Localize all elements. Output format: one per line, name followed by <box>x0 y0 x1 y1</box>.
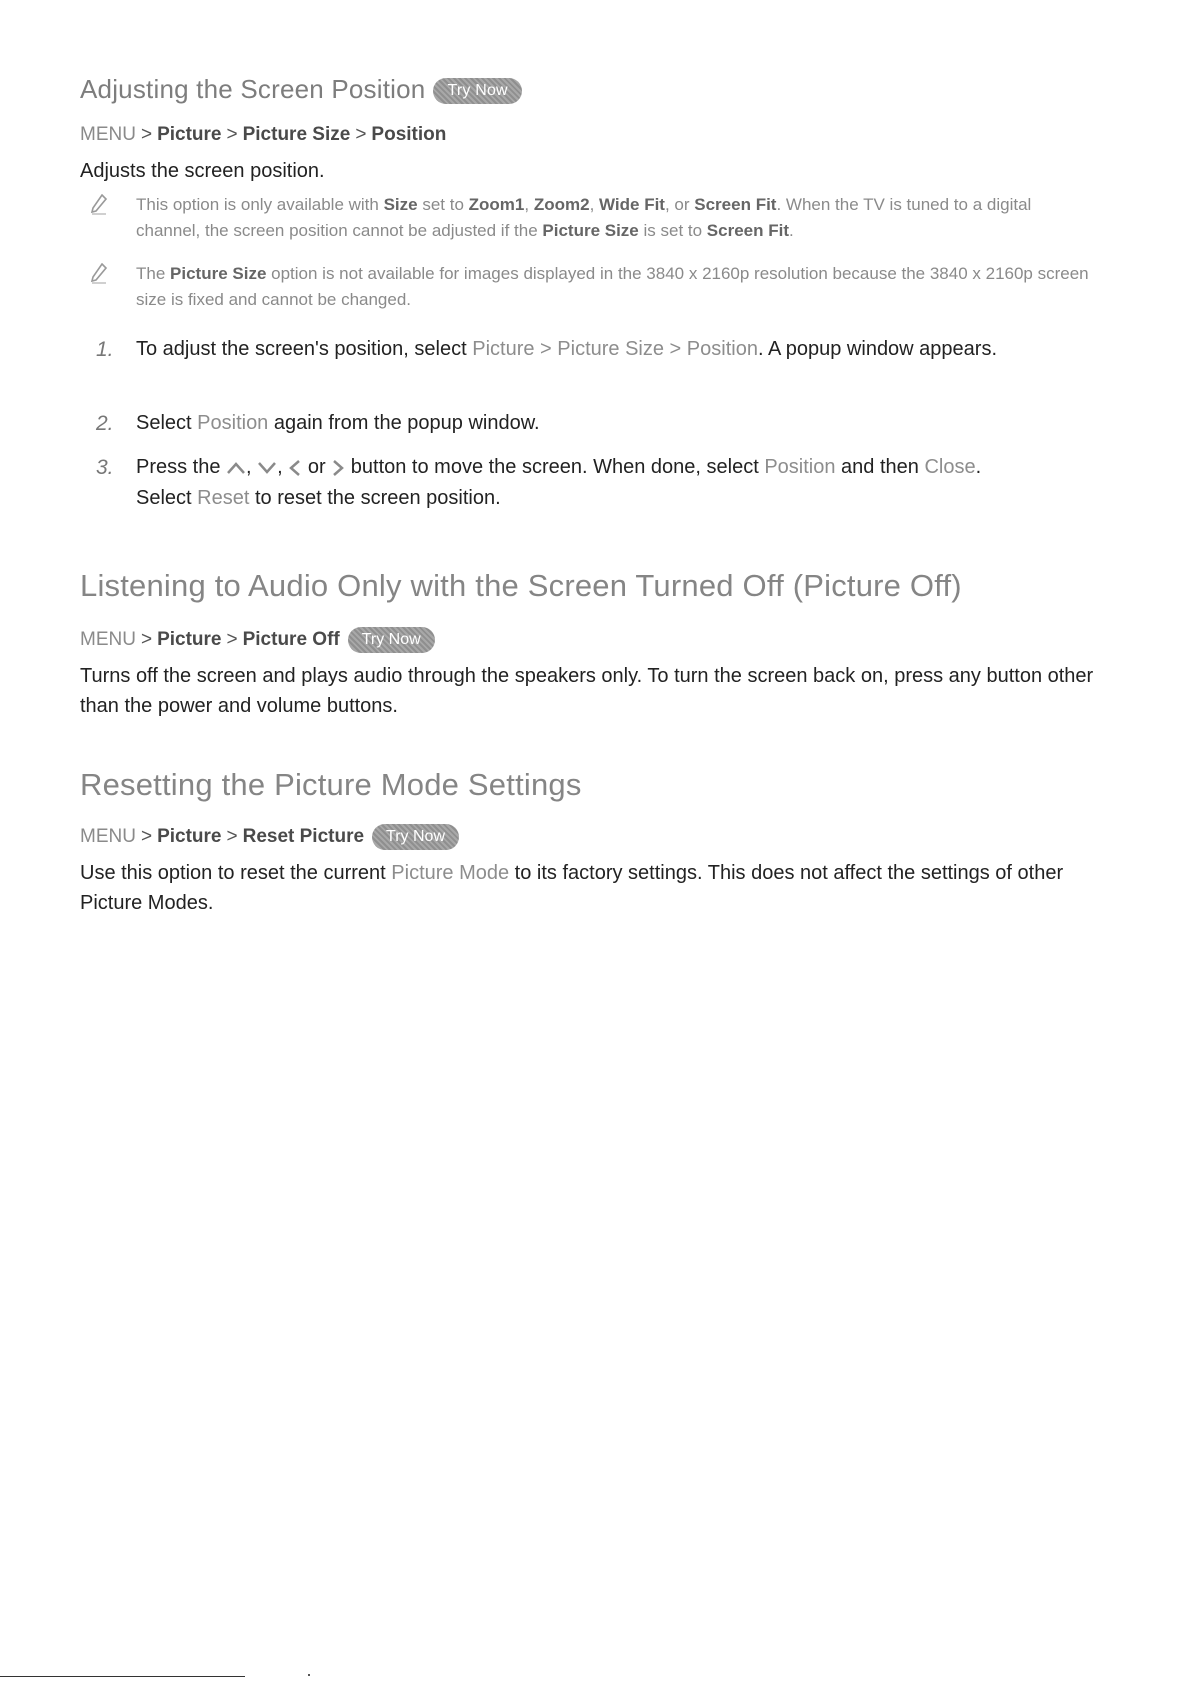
step-number: 3. <box>96 456 114 479</box>
note-pencil-icon <box>90 263 108 285</box>
menu-path-item: Picture <box>157 124 222 145</box>
arrow-right-icon <box>331 459 345 477</box>
section-title-reset-picture: Resetting the Picture Mode Settings <box>80 767 582 802</box>
arrow-left-icon <box>288 459 302 477</box>
menu-path: MENU > Picture > Picture Size > Position <box>80 124 447 145</box>
arrow-down-icon <box>257 461 277 475</box>
menu-path-item: Picture <box>157 826 222 848</box>
step-3: 3. Press the , , or button to move the screen. When done, select Position and then Close. Select Reset to reset the screen position. <box>136 452 1096 514</box>
section-body: Use this option to reset the current Picture Mode to its factory settings. This does not affect the settings of other Picture Modes. <box>80 862 1064 914</box>
arrow-up-icon <box>226 461 246 475</box>
menu-path-item: Picture Size <box>242 124 351 145</box>
step-2: 2. Select Position again from the popup window. <box>136 408 1096 439</box>
section-title-screen-position: Adjusting the Screen Position Try Now <box>80 74 522 105</box>
section-title-picture-off: Listening to Audio Only with the Screen Turned Off (Picture Off) <box>80 568 962 603</box>
menu-path-item: Picture Off <box>242 629 340 651</box>
menu-path-item: Picture <box>157 629 222 651</box>
note-pencil-icon <box>90 194 108 216</box>
menu-path-root: MENU <box>80 124 136 145</box>
try-now-button[interactable]: Try Now <box>372 824 459 850</box>
section-body: Turns off the screen and plays audio through the speakers only. To turn the screen back on, press any button other than the power and volume buttons. <box>80 665 1094 717</box>
step-number: 2. <box>96 412 114 435</box>
menu-path-root: MENU <box>80 629 136 651</box>
menu-path: MENU > Picture > Reset Picture Try Now <box>80 824 459 850</box>
menu-path: MENU > Picture > Picture Off Try Now <box>80 627 435 653</box>
step-1: 1. To adjust the screen's position, select Picture > Picture Size > Position. A popup window appears. <box>136 334 1096 365</box>
try-now-button[interactable]: Try Now <box>348 627 435 653</box>
menu-path-root: MENU <box>80 826 136 848</box>
footer-rule <box>0 1676 245 1677</box>
section-intro: Adjusts the screen position. <box>80 160 325 182</box>
step-number: 1. <box>96 338 114 361</box>
try-now-button[interactable]: Try Now <box>433 78 521 104</box>
menu-path-item: Reset Picture <box>242 826 365 848</box>
footer-mark <box>308 1674 310 1676</box>
note-1: This option is only available with Size set to Zoom1, Zoom2, Wide Fit, or Screen Fit. When the TV is tuned to a digital channel, the screen position cannot be adjusted if the Picture Size is set to Screen Fit. <box>136 192 1096 244</box>
note-2: The Picture Size option is not available for images displayed in the 3840 x 2160p resolution because the 3840 x 2160p screen size is fixed and cannot be changed. <box>136 261 1096 313</box>
menu-path-item: Position <box>371 124 447 145</box>
